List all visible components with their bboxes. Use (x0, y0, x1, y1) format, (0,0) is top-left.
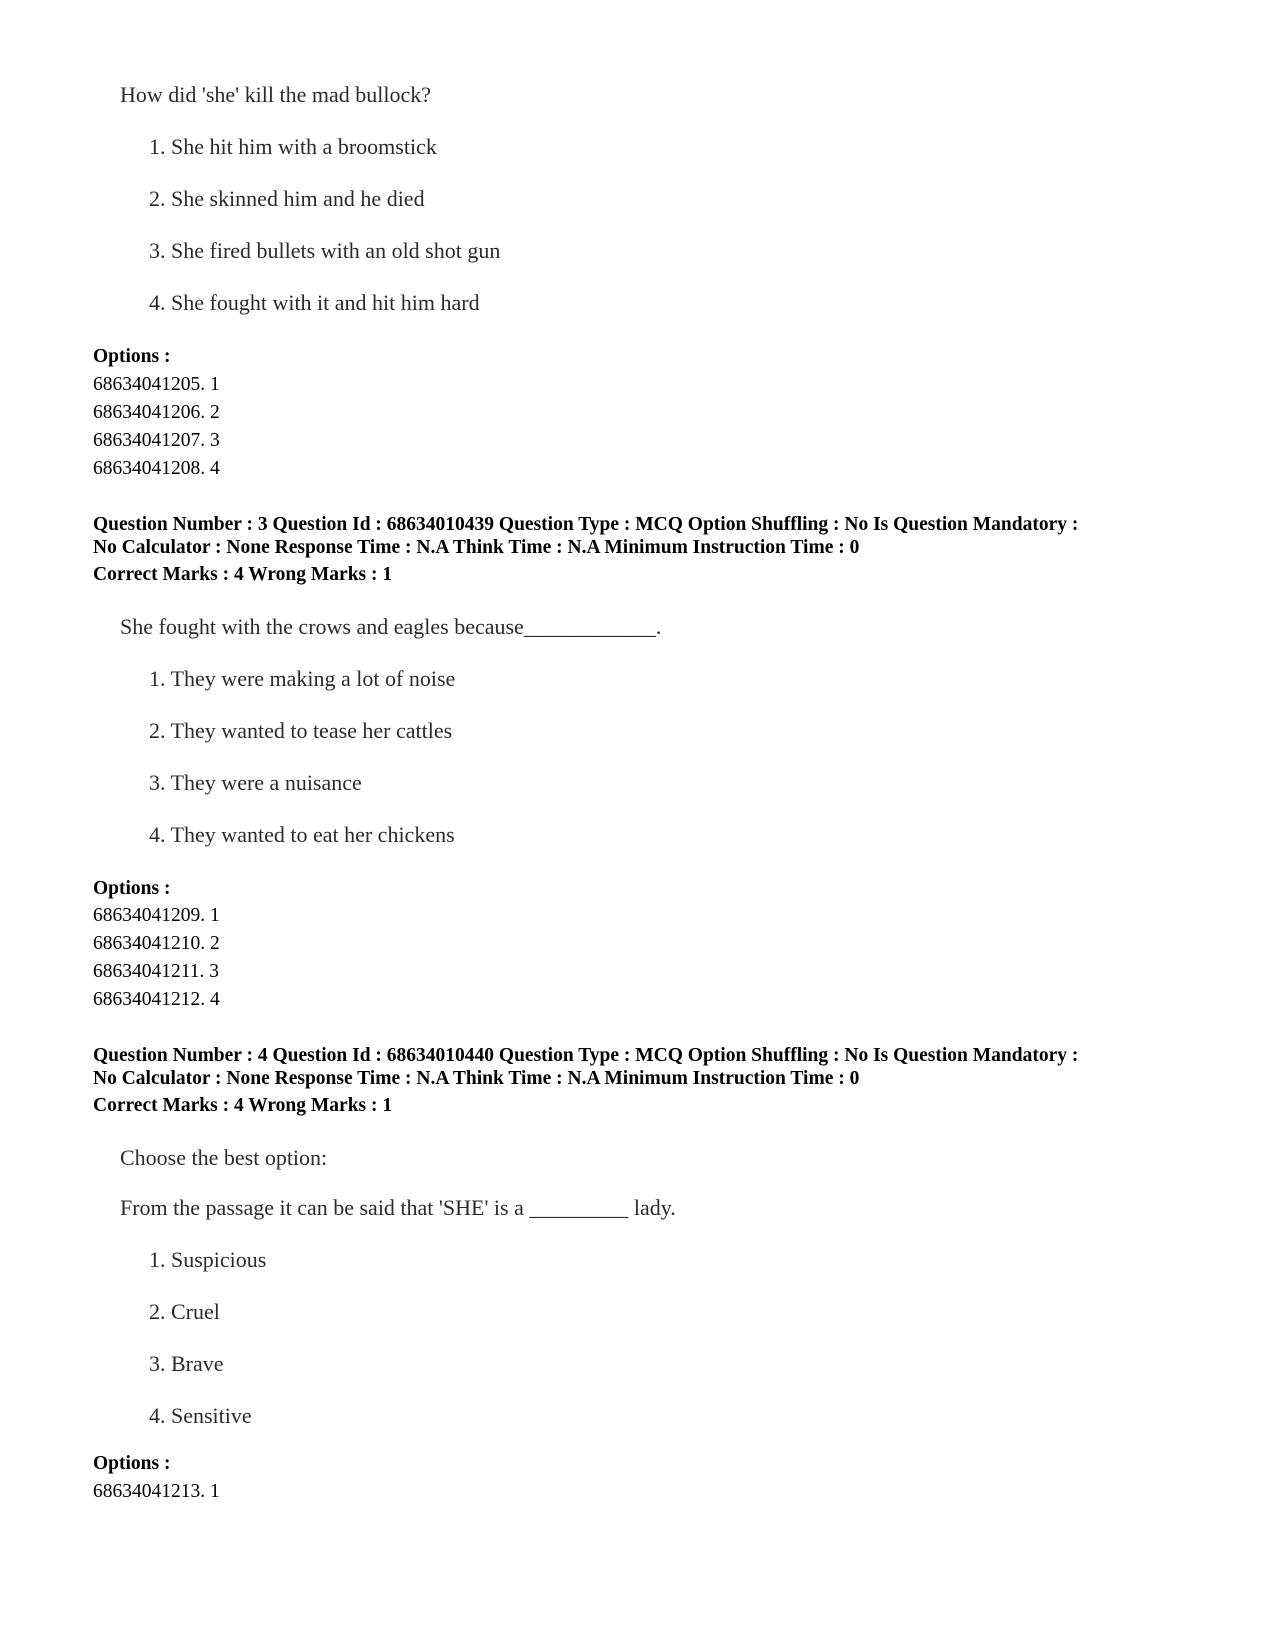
question-3-choice-3: 3. They were a nuisance (149, 770, 362, 795)
question-3-choice-4: 4. They wanted to eat her chickens (149, 822, 455, 847)
question-2-option-3: 68634041207. 3 (93, 430, 220, 451)
question-4-choice-2: 2. Cruel (149, 1299, 220, 1324)
question-4-options-label: Options : (93, 1453, 171, 1474)
question-4-choice-1: 1. Suspicious (149, 1247, 267, 1272)
question-2-choice-1: 1. She hit him with a broomstick (149, 134, 437, 159)
question-3-option-4: 68634041212. 4 (93, 989, 220, 1010)
question-4-instruction: Choose the best option: (120, 1145, 328, 1170)
question-2-option-4: 68634041208. 4 (93, 458, 220, 479)
question-3-meta-line-1: Question Number : 3 Question Id : 68634010439 Question Type : MCQ Option Shuffling : No Is Question Mandatory : (93, 514, 1079, 535)
question-4-stem: From the passage it can be said that 'SHE' is a _________ lady. (120, 1195, 676, 1220)
question-4-meta-line-1: Question Number : 4 Question Id : 68634010440 Question Type : MCQ Option Shuffling : No Is Question Mandatory : (93, 1045, 1079, 1066)
question-3-option-3: 68634041211. 3 (93, 961, 220, 982)
question-2-option-2: 68634041206. 2 (93, 402, 220, 423)
question-4-meta-line-2: No Calculator : None Response Time : N.A Think Time : N.A Minimum Instruction Time : 0 (93, 1068, 860, 1089)
question-4-choice-4: 4. Sensitive (149, 1403, 252, 1428)
question-2-choice-2: 2. She skinned him and he died (149, 186, 425, 211)
question-2-option-1: 68634041205. 1 (93, 374, 220, 395)
question-2-stem: How did 'she' kill the mad bullock? (120, 82, 431, 107)
question-3-options-label: Options : (93, 878, 171, 899)
question-4-option-1: 68634041213. 1 (93, 1481, 220, 1502)
question-3-stem: She fought with the crows and eagles because____________. (120, 614, 662, 639)
question-4-choice-3: 3. Brave (149, 1351, 224, 1376)
question-3-option-2: 68634041210. 2 (93, 933, 220, 954)
question-3-option-1: 68634041209. 1 (93, 905, 220, 926)
question-3-choice-1: 1. They were making a lot of noise (149, 666, 456, 691)
question-4-marks: Correct Marks : 4 Wrong Marks : 1 (93, 1095, 393, 1116)
question-2-choice-3: 3. She fired bullets with an old shot gun (149, 238, 501, 263)
question-3-meta-line-2: No Calculator : None Response Time : N.A Think Time : N.A Minimum Instruction Time : 0 (93, 537, 860, 558)
question-2-choice-4: 4. She fought with it and hit him hard (149, 290, 480, 315)
question-2-options-label: Options : (93, 346, 171, 367)
question-3-marks: Correct Marks : 4 Wrong Marks : 1 (93, 564, 393, 585)
question-3-choice-2: 2. They wanted to tease her cattles (149, 718, 453, 743)
